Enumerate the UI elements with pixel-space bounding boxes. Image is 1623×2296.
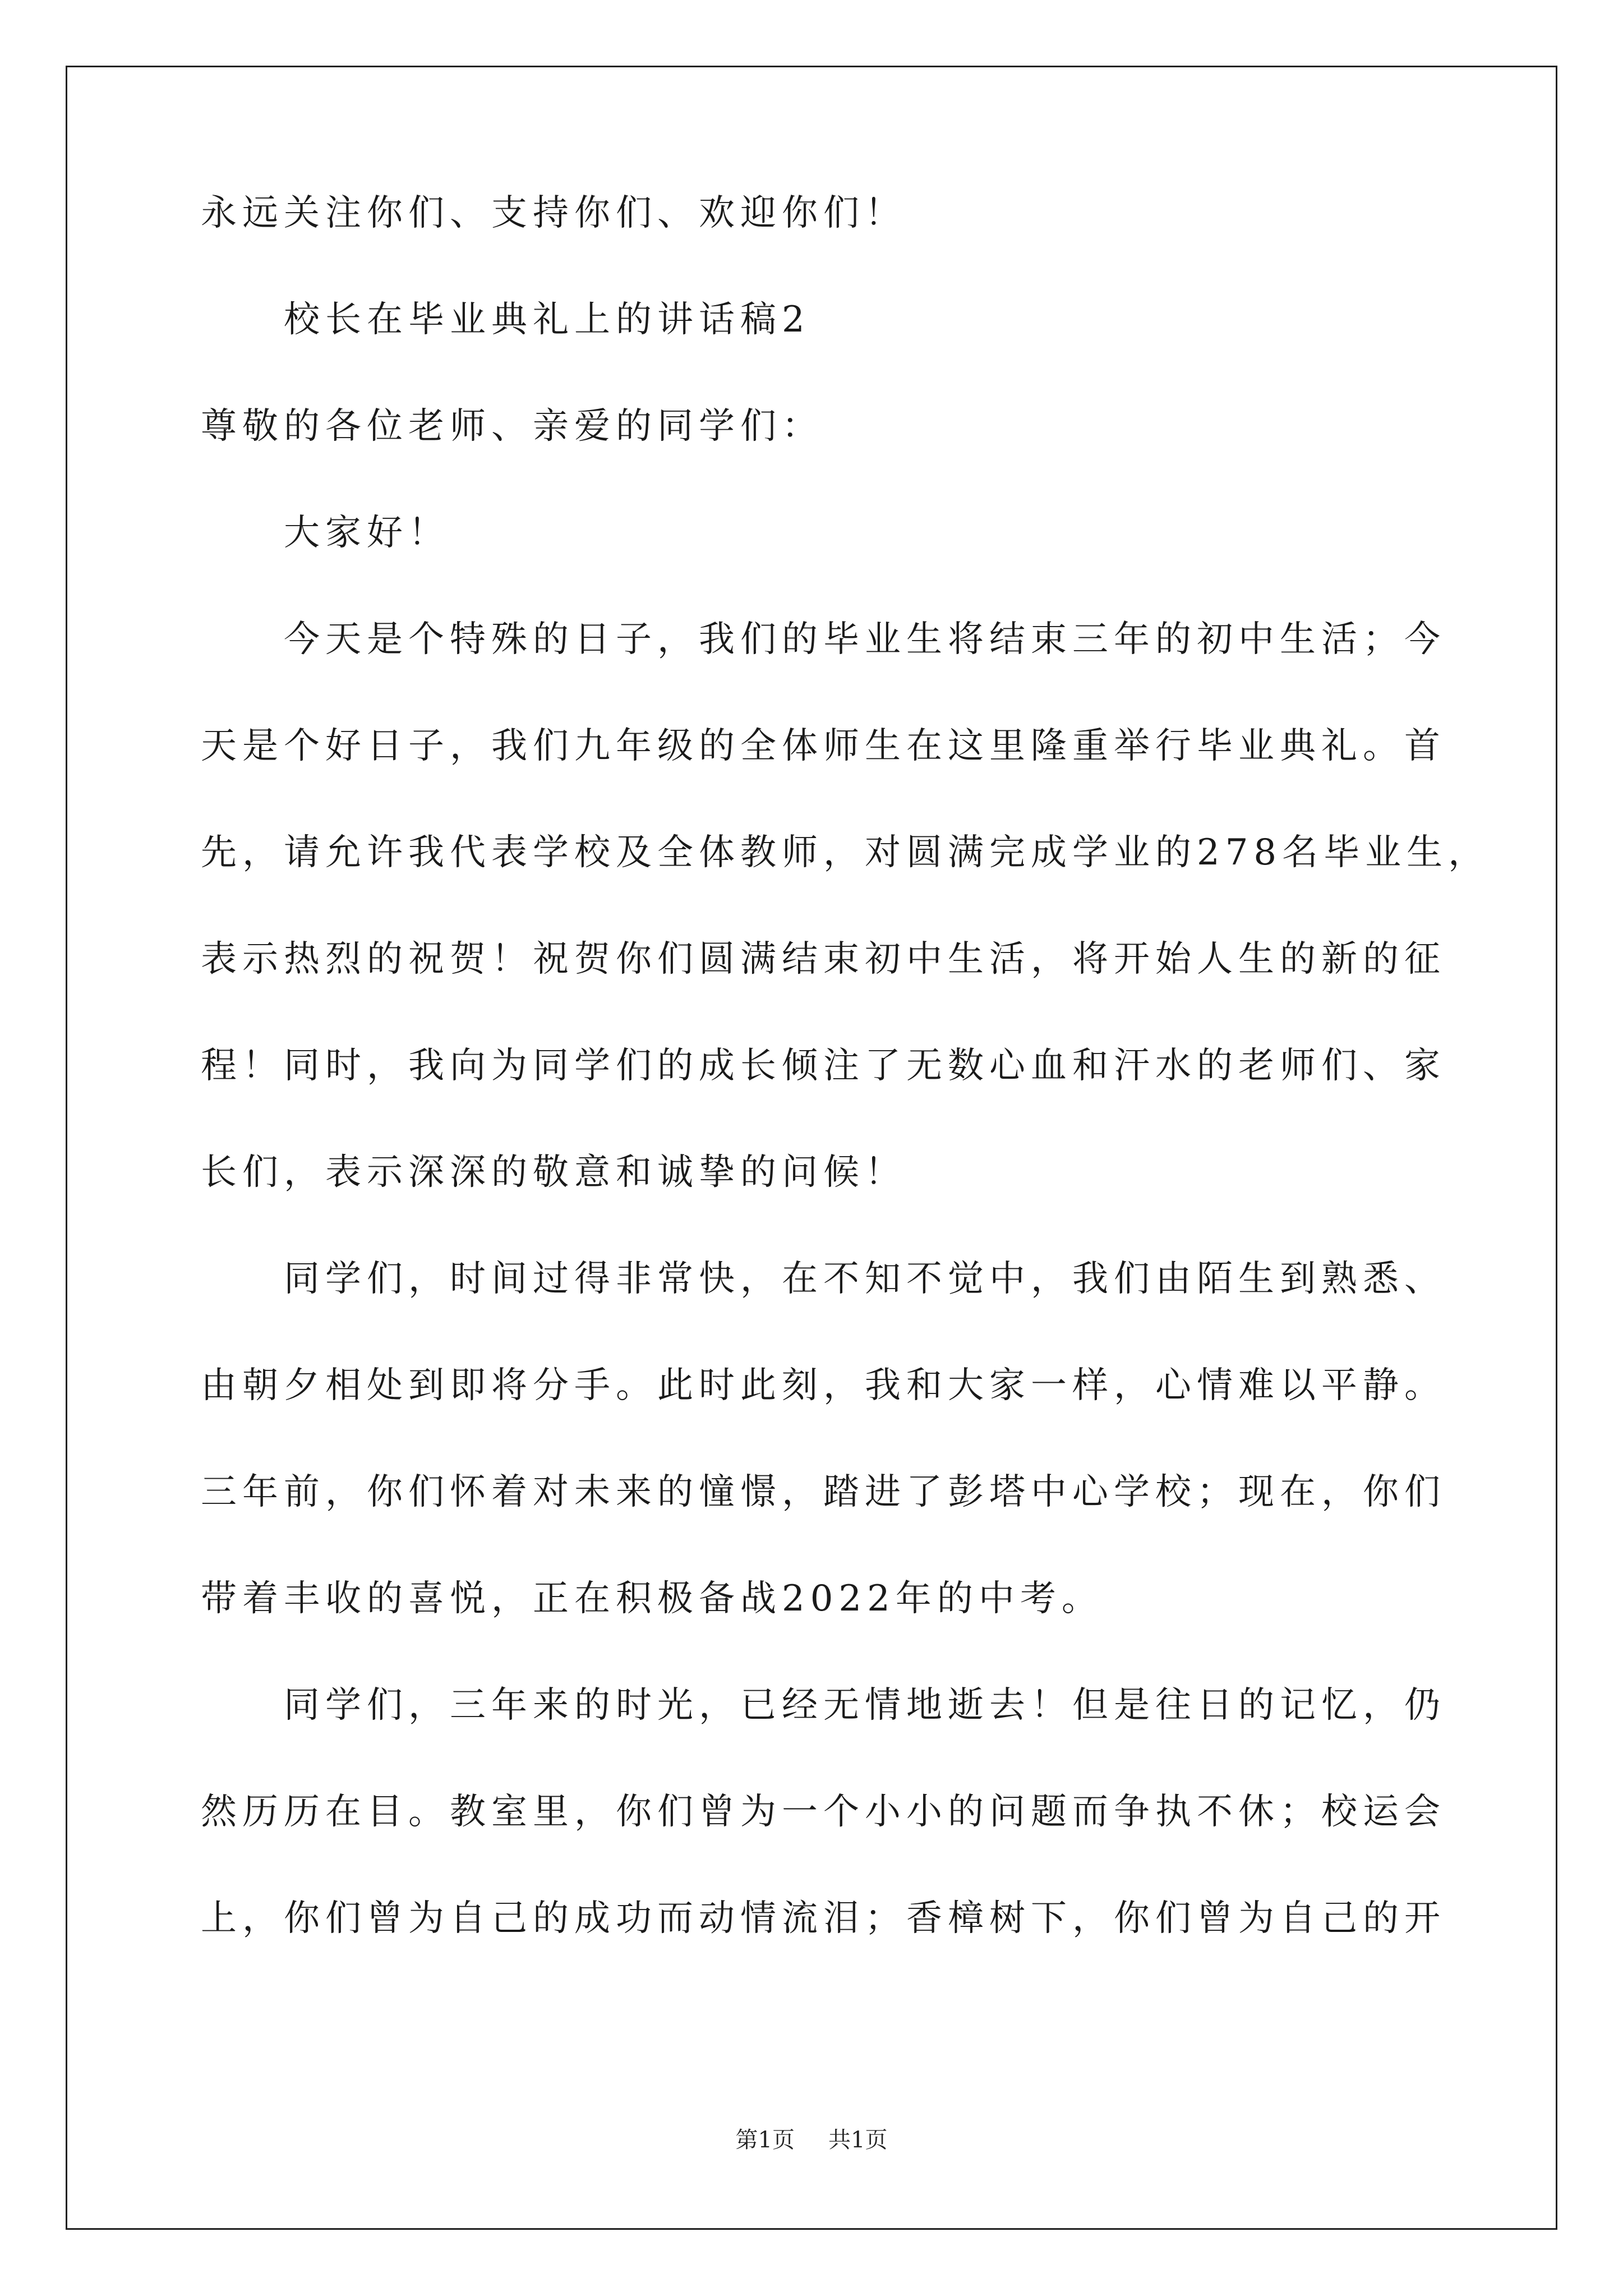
text-line: 天是个好日子，我们九年级的全体师生在这里隆重举行毕业典礼。首 — [201, 725, 1446, 767]
text-line: 然历历在目。教室里，你们曾为一个小小的问题而争执不休；校运会 — [201, 1791, 1446, 1833]
text-line: 永远关注你们、支持你们、欢迎你们！ — [201, 192, 906, 234]
greeting: 大家好！ — [284, 512, 450, 554]
page-footer — [0, 2123, 1623, 2157]
text-line: 三年前，你们怀着对未来的憧憬，踏进了彭塔中心学校；现在，你们 — [201, 1471, 1446, 1513]
text-line: 表示热烈的祝贺！祝贺你们圆满结束初中生活，将开始人生的新的征 — [201, 938, 1446, 980]
text-line: 今天是个特殊的日子，我们的毕业生将结束三年的初中生活；今 — [284, 619, 1446, 660]
text-line: 由朝夕相处到即将分手。此时此刻，我和大家一样，心情难以平静。 — [201, 1365, 1446, 1406]
page-total: 共1页 — [828, 2127, 888, 2153]
salutation: 尊敬的各位老师、亲爱的同学们： — [201, 406, 823, 447]
text-line: 带着丰收的喜悦，正在积极备战2022年的中考。 — [201, 1578, 1103, 1619]
text-line: 上，你们曾为自己的成功而动情流泪；香樟树下，你们曾为自己的开 — [201, 1898, 1446, 1939]
page-number: 第1页 — [735, 2127, 795, 2153]
text-line: 先，请允许我代表学校及全体教师，对圆满完成学业的278名毕业生， — [201, 832, 1490, 873]
section-heading: 校长在毕业典礼上的讲话稿2 — [284, 299, 810, 341]
text-line: 长们，表示深深的敬意和诚挚的问候！ — [201, 1152, 906, 1193]
text-line: 同学们，三年来的时光，已经无情地逝去！但是往日的记忆，仍 — [284, 1685, 1446, 1726]
text-line: 程！同时，我向为同学们的成长倾注了无数心血和汗水的老师们、家 — [201, 1045, 1446, 1087]
text-line: 同学们，时间过得非常快，在不知不觉中，我们由陌生到熟悉、 — [284, 1258, 1446, 1300]
